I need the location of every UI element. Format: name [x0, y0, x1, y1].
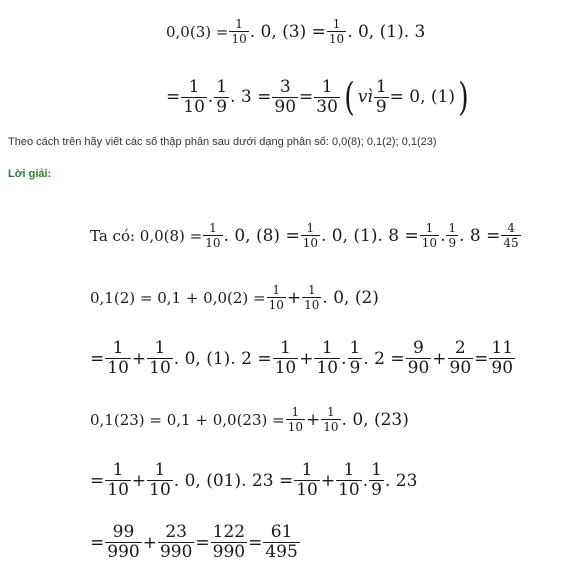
equation-text: . 0, (2)	[322, 287, 379, 308]
fraction: $\frac{1}{10}$	[296, 460, 318, 500]
equation-text: . 23	[384, 470, 418, 491]
problem-equation-2	[166, 75, 472, 119]
fraction: $\frac{1}{10}$	[149, 460, 171, 500]
equation-text: 0,1(2) = 0,1 + 0,0(2) =	[90, 288, 266, 307]
equation-text: . 0, (1). 8 =	[320, 225, 419, 246]
fraction: $\frac{1}{10}$	[274, 338, 297, 378]
fraction: $\frac{1}{10}$	[149, 338, 171, 378]
fraction: $\frac{1}{10}$	[107, 338, 129, 378]
equation-text: .	[440, 225, 446, 246]
fraction: $\frac{1}{10}$	[183, 76, 205, 117]
equation-text: 0,1(23) = 0,1 + 0,0(23) =	[90, 410, 285, 429]
fraction: $\frac{122}{990}$	[212, 522, 246, 562]
equation-text: =	[90, 348, 105, 369]
fraction: $\frac{1}{10}$	[323, 405, 339, 434]
fraction: $\frac{1}{9}$	[216, 76, 228, 117]
equation-text: =	[166, 87, 181, 107]
equation-text: =	[474, 348, 489, 369]
fraction: $\frac{1}{10}$	[107, 460, 129, 500]
fraction: $\frac{4}{45}$	[503, 221, 519, 250]
fraction: $\frac{1}{10}$	[316, 338, 339, 378]
solution-equation-4	[90, 406, 409, 433]
fraction: $\frac{61}{495}$	[265, 522, 298, 562]
fraction: $\frac{2}{90}$	[449, 338, 472, 378]
equation-text: .	[362, 470, 369, 491]
equation-text: = 0, (1)	[389, 87, 455, 107]
equation-text: .	[207, 87, 214, 107]
solution-heading: Lời giải:	[8, 168, 52, 180]
fraction: $\frac{3}{90}$	[274, 76, 297, 117]
equation-text: +	[131, 470, 147, 491]
equation-text: . 0, (1). 2 =	[173, 348, 272, 369]
solution-equation-2	[90, 284, 379, 311]
fraction: $\frac{1}{10}$	[268, 283, 284, 312]
equation-text: +	[305, 409, 321, 430]
equation-text: vì	[357, 87, 373, 107]
instruction-text: Theo cách trên hãy viết các số thập phân sau dưới dạng phân số: 0,0(8); 0,1(2); 0,1(23)	[8, 136, 437, 148]
equation-text: . 0, (1). 3	[347, 21, 426, 42]
fraction: $\frac{1}{10}$	[287, 405, 303, 434]
fraction: $\frac{1}{10}$	[231, 17, 247, 46]
equation-text: +	[142, 532, 157, 553]
equation-text: +	[131, 348, 147, 369]
fraction: $\frac{1}{9}$	[371, 460, 382, 500]
fraction: $\frac{1}{10}$	[338, 460, 360, 500]
fraction: $\frac{1}{10}$	[302, 221, 318, 250]
fraction: $\frac{1}{9}$	[448, 221, 457, 250]
fraction: $\frac{11}{90}$	[491, 338, 514, 378]
paren-close: )	[458, 75, 469, 119]
solution-equation-1	[90, 222, 522, 249]
equation-text: =	[248, 532, 263, 553]
equation-text: +	[320, 470, 336, 491]
problem-equation-1	[166, 18, 425, 45]
fraction: $\frac{1}{10}$	[421, 221, 438, 250]
equation-text: . 0, (8) =	[223, 225, 300, 246]
equation-text: =	[195, 532, 210, 553]
fraction: $\frac{99}{990}$	[107, 522, 140, 562]
equation-text: . 0, (3) =	[249, 21, 326, 42]
paren-open: (	[344, 75, 355, 119]
equation-text: +	[432, 348, 447, 369]
fraction: $\frac{1}{10}$	[328, 17, 345, 46]
solution-equation-3	[90, 340, 516, 377]
equation-text: . 3 =	[230, 87, 272, 107]
equation-text: Ta có: 0,0(8) =	[90, 226, 203, 245]
fraction: $\frac{1}{30}$	[316, 76, 338, 117]
equation-text: . 8 =	[459, 225, 501, 246]
equation-text: . 0, (01). 23 =	[173, 470, 294, 491]
equation-text: =	[90, 532, 105, 553]
fraction: $\frac{1}{10}$	[205, 221, 221, 250]
equation-text: . 2 =	[363, 348, 405, 369]
equation-text: . 0, (23)	[341, 409, 409, 430]
equation-text: 0,0(3) =	[166, 22, 229, 41]
equation-text: +	[299, 348, 314, 369]
solution-equation-5	[90, 462, 417, 499]
fraction: $\frac{9}{90}$	[407, 338, 430, 378]
equation-text: =	[90, 470, 105, 491]
fraction: $\frac{23}{990}$	[159, 522, 193, 562]
solution-equation-6	[90, 524, 301, 561]
equation-text: =	[299, 87, 314, 107]
equation-text: +	[286, 287, 302, 308]
fraction: $\frac{1}{9}$	[375, 76, 387, 117]
fraction: $\frac{1}{10}$	[304, 283, 320, 312]
fraction: $\frac{1}{9}$	[349, 338, 361, 378]
equation-text: .	[341, 348, 347, 369]
